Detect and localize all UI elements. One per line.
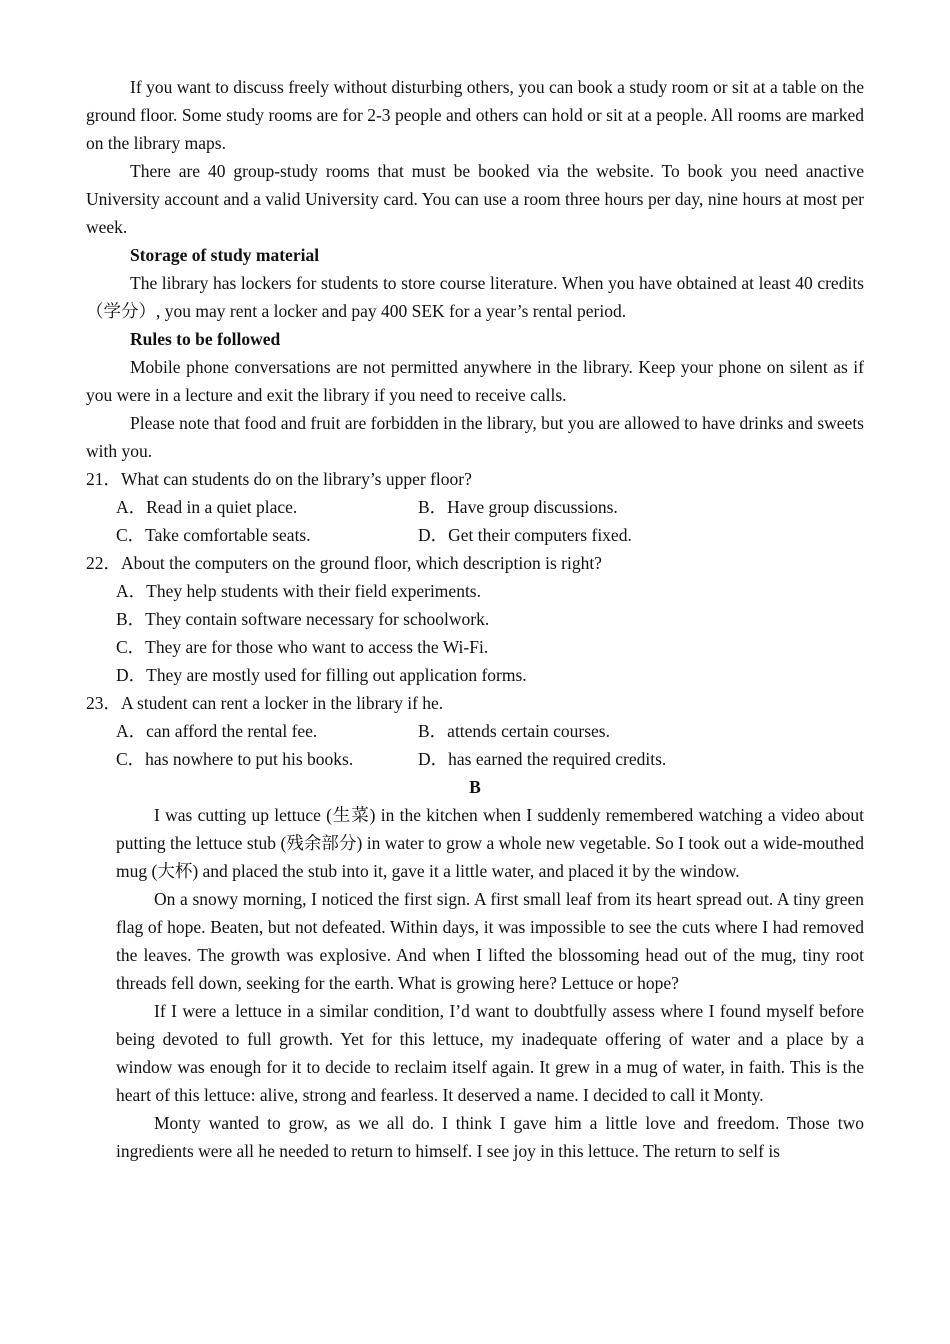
passage-b-paragraph-2: On a snowy morning, I noticed the first sign. A first small leaf from its heart spread out. A tiny green flag of hope. Beaten, but not defeated. Within days, it was impossible to see the cuts where I had removed the leaves. The growth was explosive. And when I lifted the blossoming head out of the mug, tiny root threads fell down, seeking for the earth. What is growing here? Lettuce or hope? (116, 889, 864, 993)
section-b-title: B (469, 777, 481, 797)
question-21-option-a: A．Read in a quiet place. (116, 497, 298, 517)
passage-b-paragraph-3: If I were a lettuce in a similar condition, I’d want to doubtfully assess where I found myself before being devoted to full growth. Yet for this lettuce, my inadequate offering of water and a place by a window was enough for it to decide to reclaim itself again. It grew in a mug of water, in faith. This is the heart of this lettuce: alive, strong and fearless. It deserved a name. I decided to call it Monty. (116, 1001, 864, 1105)
question-23-option-a: A．can afford the rental fee. (116, 721, 318, 741)
question-21-stem: 21．What can students do on the library’s upper floor? (86, 469, 472, 489)
passage-a-paragraph-4: Mobile phone conversations are not permitted anywhere in the library. Keep your phone on silent as if you were in a lecture and exit the library if you need to receive calls. (86, 357, 864, 405)
question-23-option-d: D．has earned the required credits. (418, 749, 667, 769)
question-23-options-row-2 (86, 745, 864, 773)
document-page (86, 73, 864, 1165)
passage-a-paragraph-1: If you want to discuss freely without disturbing others, you can book a study room or sit at a table on the ground floor. Some study rooms are for 2-3 people and others can hold or sit at a people. All rooms are marked on the library maps. (86, 77, 864, 153)
passage-a-paragraph-3: The library has lockers for students to store course literature. When you have obtained at least 40 credits（学分）, you may rent a locker and pay 400 SEK for a year’s rental period. (86, 273, 864, 321)
question-23-options-row-1 (86, 717, 864, 745)
question-23-option-b: B．attends certain courses. (418, 721, 610, 741)
question-21-option-b: B．Have group discussions. (418, 497, 618, 517)
passage-a-paragraph-5: Please note that food and fruit are forbidden in the library, but you are allowed to have drinks and sweets with you. (86, 413, 864, 461)
passage-a-paragraph-2: There are 40 group-study rooms that must be booked via the website. To book you need anactive University account and a valid University card. You can use a room three hours per day, nine hours at most per week. (86, 161, 864, 237)
question-23-stem: 23．A student can rent a locker in the library if he. (86, 693, 444, 713)
question-22-option-d: D．They are mostly used for filling out application forms. (116, 665, 527, 685)
question-21-options-row-2 (86, 521, 864, 549)
question-22-option-c: C．They are for those who want to access the Wi-Fi. (116, 637, 489, 657)
question-21-options-row-1 (86, 493, 864, 521)
heading-rules: Rules to be followed (130, 329, 281, 349)
question-21-option-d: D．Get their computers fixed. (418, 525, 632, 545)
question-21-option-c: C．Take comfortable seats. (116, 525, 311, 545)
question-22-option-b: B．They contain software necessary for schoolwork. (116, 609, 490, 629)
question-22-stem: 22．About the computers on the ground floor, which description is right? (86, 553, 602, 573)
passage-b-paragraph-1: I was cutting up lettuce (生菜) in the kitchen when I suddenly remembered watching a video about putting the lettuce stub (残余部分) in water to grow a whole new vegetable. So I took out a wide-mouthed mug (大杯) and placed the stub into it, gave it a little water, and placed it by the window. (116, 805, 864, 881)
passage-b-paragraph-4: Monty wanted to grow, as we all do. I think I gave him a little love and freedom. Those two ingredients were all he needed to return to himself. I see joy in this lettuce. The return to self is (116, 1113, 864, 1161)
question-23-option-c: C．has nowhere to put his books. (116, 749, 354, 769)
question-22-option-a: A．They help students with their field experiments. (116, 581, 481, 601)
heading-storage: Storage of study material (130, 245, 320, 265)
